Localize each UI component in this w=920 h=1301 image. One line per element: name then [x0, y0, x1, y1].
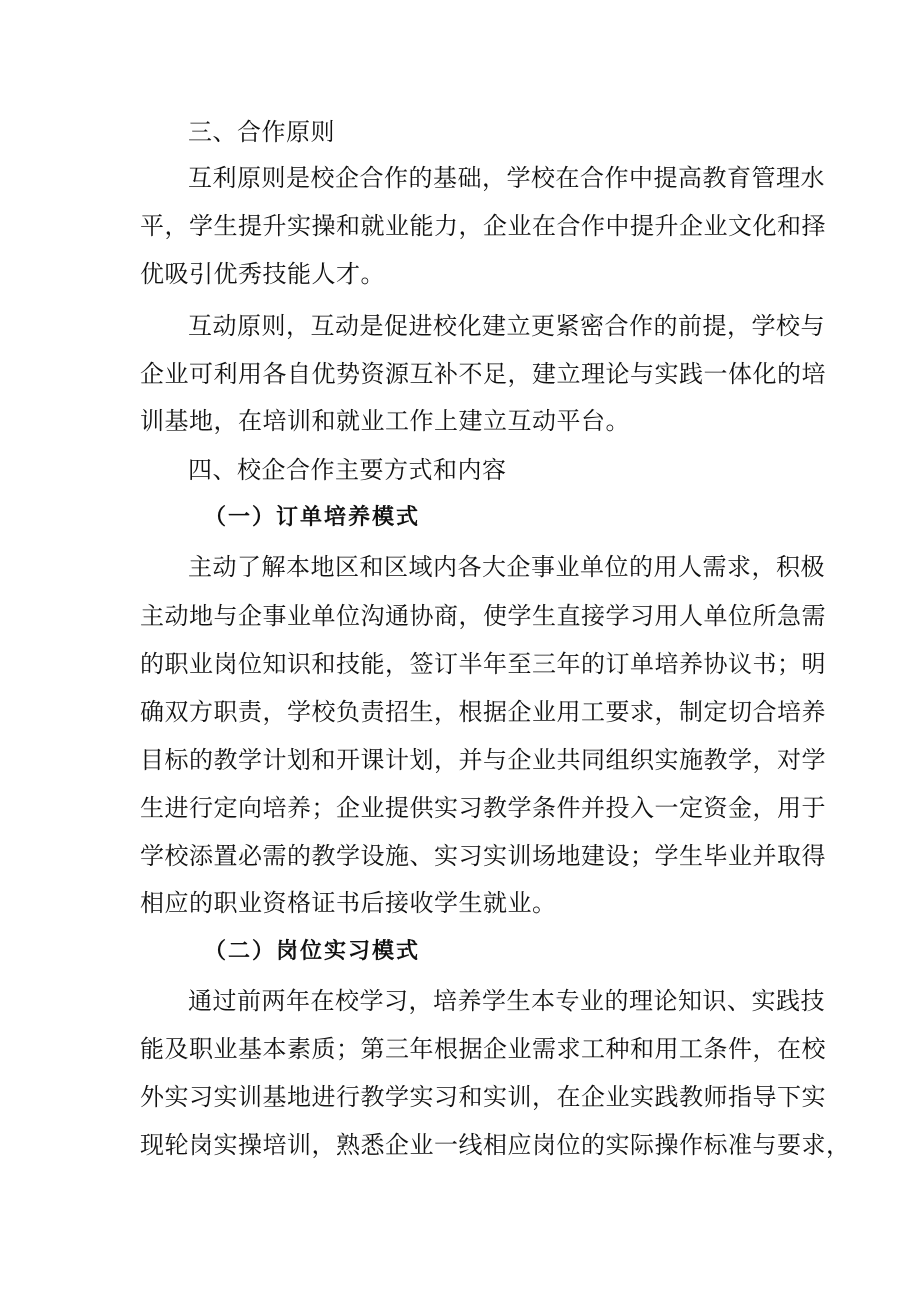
paragraph-line: 互动原则，互动是促进校化建立更紧密合作的前提，学校与: [188, 312, 825, 340]
paragraph-line: 学校添置必需的教学设施、实习实训场地建设；学生毕业并取得: [140, 842, 826, 870]
paragraph-line: 目标的教学计划和开课计划，并与企业共同组织实施教学，对学: [140, 746, 826, 774]
paragraph-line: 训基地，在培训和就业工作上建立互动平台。: [140, 407, 630, 435]
paragraph-line: 互利原则是校企合作的基础，学校在合作中提高教育管理水: [188, 164, 825, 192]
paragraph-line: 相应的职业资格证书后接收学生就业。: [140, 889, 557, 917]
paragraph-line: 确双方职责，学校负责招生，根据企业用工要求，制定切合培养: [140, 698, 826, 726]
section-3-heading: 三、合作原则: [188, 118, 335, 146]
subsection-2-heading: （二）岗位实习模式: [204, 939, 421, 964]
section-4-heading: 四、校企合作主要方式和内容: [188, 456, 507, 484]
paragraph-line: 的职业岗位知识和技能，签订半年至三年的订单培养协议书；明: [140, 650, 826, 678]
paragraph-line: 外实习实训基地进行教学实习和实训，在企业实践教师指导下实: [140, 1083, 826, 1111]
paragraph-line: 企业可利用各自优势资源互补不足，建立理论与实践一体化的培: [140, 360, 826, 388]
paragraph-line: 生进行定向培养；企业提供实习教学条件并投入一定资金，用于: [140, 794, 826, 822]
paragraph-line: 优吸引优秀技能人才。: [140, 260, 385, 288]
paragraph-line: 主动地与企事业单位沟通协商，使学生直接学习用人单位所急需: [140, 602, 826, 630]
paragraph-line: 通过前两年在校学习，培养学生本专业的理论知识、实践技: [188, 987, 825, 1015]
paragraph-line: 平，学生提升实操和就业能力，企业在合作中提升企业文化和择: [140, 212, 826, 240]
paragraph-line: 现轮岗实操培训，熟悉企业一线相应岗位的实际操作标准与要求，: [140, 1131, 851, 1159]
subsection-1-heading: （一）订单培养模式: [204, 505, 421, 530]
paragraph-line: 能及职业基本素质；第三年根据企业需求工种和用工条件，在校: [140, 1035, 826, 1063]
paragraph-line: 主动了解本地区和区域内各大企事业单位的用人需求，积极: [188, 553, 825, 581]
